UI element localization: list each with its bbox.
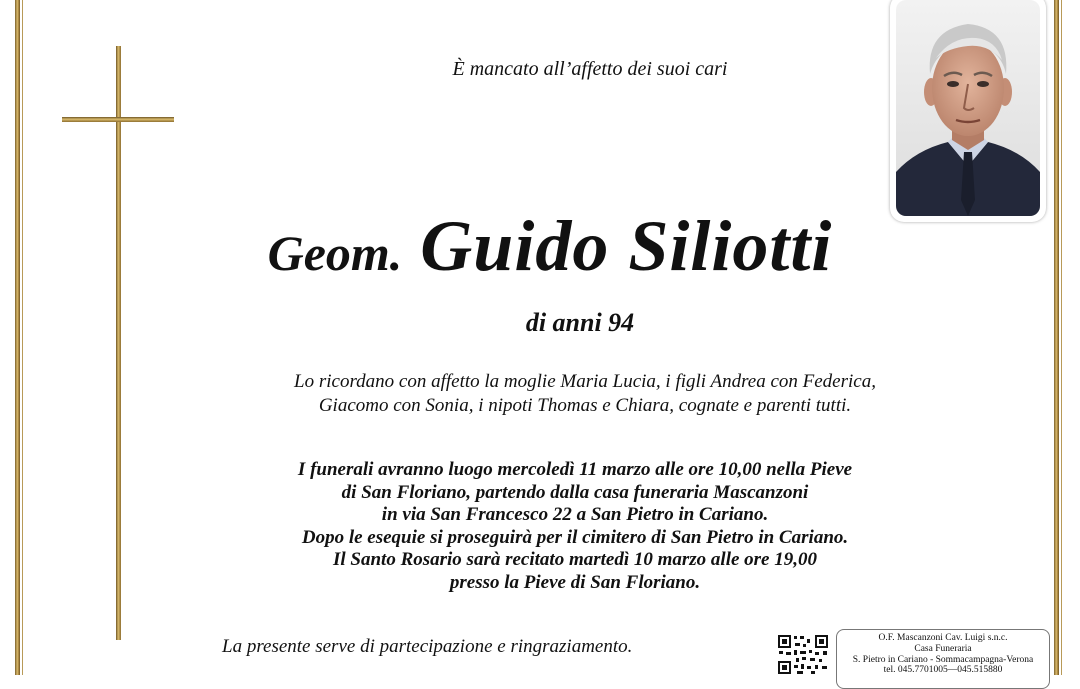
portrait-photo [896,0,1040,216]
funeral-line: presso la Pieve di San Floriano. [449,571,701,593]
portrait-image [896,0,1040,216]
funeral-line: Il Santo Rosario sarà recitato martedì 10 marzo alle ore 19,00 [332,549,817,571]
right-border-inner-line [1061,0,1062,675]
funeral-home-info [836,629,1050,689]
remembrance-line: Giacomo con Sonia, i nipoti Thomas e Chiara, cognate e parenti tutti. [318,395,852,416]
closing-text: La presente serve di partecipazione e ringraziamento. [222,636,633,657]
funeral-line: I funerali avranno luogo mercoledì 11 marzo alle ore 10,00 nella Pieve [297,459,853,480]
funeral-line: di San Floriano, partendo dalla casa funeraria Mascanzoni [341,481,809,503]
right-gold-border [1054,0,1059,675]
funeral-details [200,459,950,595]
qr-code-icon [777,634,829,675]
age-text: di anni 94 [525,308,635,337]
cross-vertical-bar [116,46,121,640]
funeral-line: in via San Francesco 22 a San Pietro in Cariano. [381,504,769,526]
left-gold-border [15,0,20,675]
company-type: Casa Funeraria [914,643,972,654]
professional-title: Geom. [267,225,403,281]
intro-text: È mancato all’affetto dei suoi cari [452,58,728,80]
funeral-line: Dopo le esequie si proseguirà per il cimitero di San Pietro in Cariano. [301,526,849,548]
portrait-frame [890,0,1046,222]
deceased-name-line [150,205,950,288]
remembrance-line: Lo ricordano con affetto la moglie Maria Lucia, i figli Andrea con Federica, [294,371,876,392]
company-locations: S. Pietro in Cariano - Sommacampagna-Verona [852,654,1034,665]
company-name: O.F. Mascanzoni Cav. Luigi s.n.c. [878,633,1008,643]
remembrance-paragraph [200,370,970,418]
cross-horizontal-bar [62,117,174,122]
left-border-inner-line [22,0,23,675]
qr-code-graphic [777,634,829,675]
company-phone: tel. 045.7701005—045.515880 [883,665,1003,676]
deceased-name: Guido Siliotti [420,206,833,286]
